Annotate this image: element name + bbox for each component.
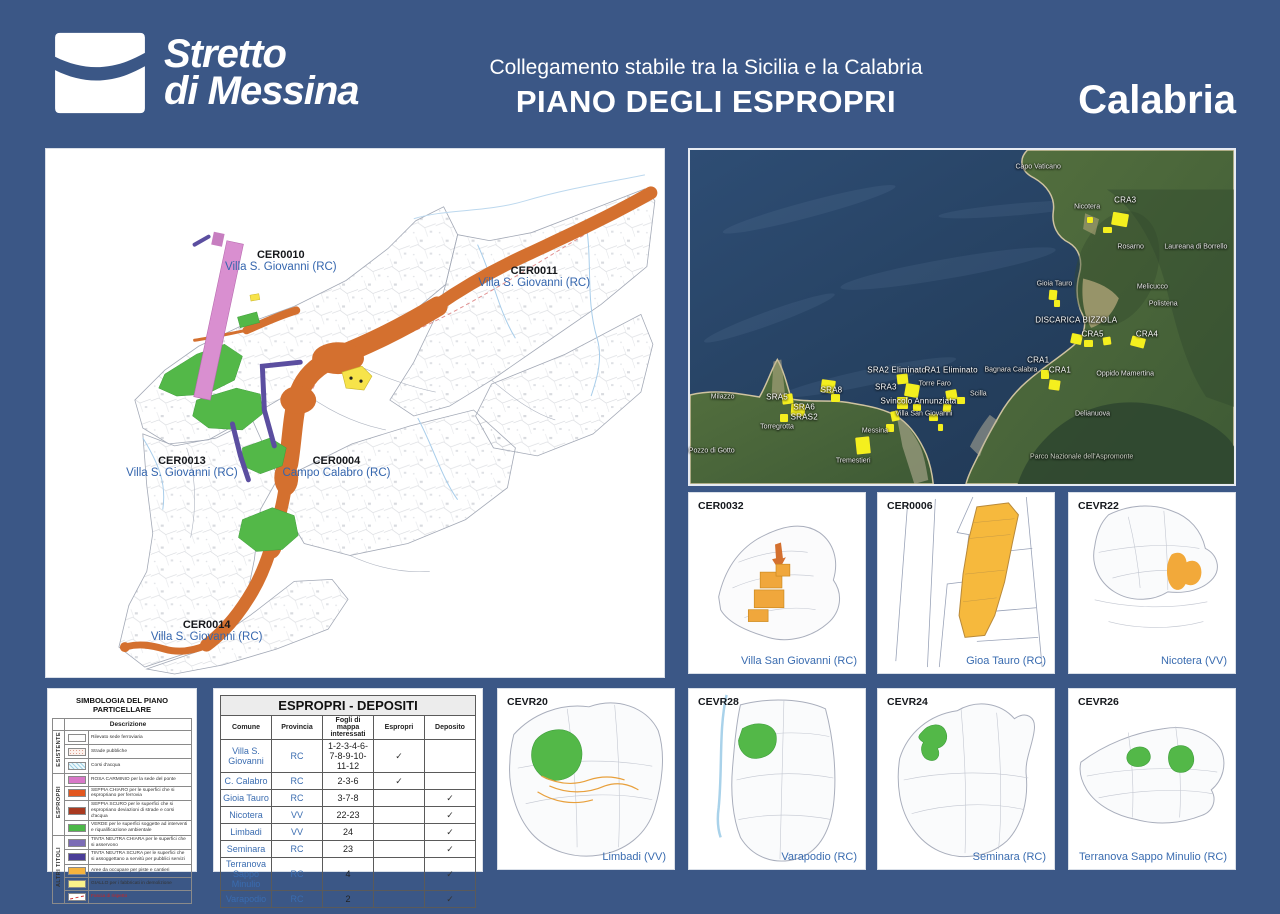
cell-provincia: RC — [272, 858, 323, 891]
legend-row-text: ROSA CARMINIO per la sede del ponte — [89, 773, 192, 786]
area-comune: Campo Calabro (RC) — [282, 467, 391, 480]
panel-code: CEVR22 — [1078, 500, 1119, 512]
cell-fogli: 1-2-3-4-6-7-8-9-10-11-12 — [323, 740, 374, 773]
legend-group-label: ALTRI TITOLI — [53, 835, 65, 903]
logo-line1: Stretto — [164, 32, 286, 76]
legend-swatch-amber — [68, 867, 86, 875]
expropriation-site-patch — [855, 437, 870, 455]
panel-comune: Gioa Tauro (RC) — [966, 655, 1046, 667]
table-header: Fogli di mappa interessati — [323, 716, 374, 740]
area-code: CER0014 — [182, 618, 231, 631]
legend-swatch-respect — [68, 893, 86, 901]
legend-row-text: Rilevato sede ferroviaria — [89, 731, 192, 745]
map-area-label-cer0004 — [282, 455, 390, 479]
satellite-label: SRA3 — [874, 382, 897, 392]
cell-deposito — [425, 740, 476, 773]
legend-row-text: Fascia di rispetto — [89, 890, 192, 903]
satellite-label: SRAS2 — [790, 412, 818, 422]
satellite-label: Bagnara Calabra — [984, 366, 1038, 374]
cell-comune: Varapodio — [221, 891, 272, 908]
panel-comune: Terranova Sappo Minulio (RC) — [1079, 851, 1227, 863]
satellite-label: Scilla — [969, 390, 987, 398]
panel-code: CEVR26 — [1078, 696, 1119, 708]
map-area-label-cer0014 — [151, 619, 263, 643]
panel-comune: Nicotera (VV) — [1160, 655, 1227, 667]
satellite-label: Torregrotta — [760, 423, 794, 431]
cell-deposito: ✓ — [425, 891, 476, 908]
table-header: Provincia — [272, 716, 323, 740]
logo — [52, 30, 359, 116]
legend-row-text: TINTA NEUTRA SCURA per le superfici che si assoggettano a servitù per pubblici servizi — [89, 850, 192, 865]
area-code: CER0004 — [312, 455, 361, 468]
panel-code: CER0006 — [887, 500, 933, 512]
legend-row-text: Aree da occupare per piste e cantieri — [89, 864, 192, 877]
cell-comune: Seminara — [221, 841, 272, 858]
cell-provincia: RC — [272, 891, 323, 908]
expropriation-site-patch — [1048, 380, 1060, 391]
legend-swatch-darkred — [68, 807, 86, 815]
expropriation-site-patch — [1054, 300, 1059, 307]
espropri-depositi-panel — [213, 688, 483, 904]
satellite-label: Capo Vaticano — [1015, 163, 1061, 171]
table-row — [221, 740, 476, 773]
table-header: Comune — [221, 716, 272, 740]
table-row — [221, 858, 476, 891]
satellite-label: SRA2 Eliminato — [867, 365, 927, 375]
panel-cer0032 — [688, 492, 866, 674]
satellite-label: CRA3 — [1114, 195, 1137, 205]
satellite-label: CRA4 — [1135, 329, 1159, 339]
cell-comune: Gioia Tauro — [221, 790, 272, 807]
cell-deposito: ✓ — [425, 824, 476, 841]
satellite-label: Melicucco — [1136, 283, 1168, 291]
cell-espropri — [374, 858, 425, 891]
table-row — [221, 807, 476, 824]
satellite-label: Oppido Mamertina — [1096, 370, 1154, 378]
logo-text — [164, 32, 359, 113]
legend-swatch-darkpurple — [68, 853, 86, 861]
satellite-label: Svincolo Annunziata — [880, 396, 957, 405]
expropriation-site-patch — [1103, 227, 1111, 234]
legend-row-text: GIALLO per i fabbricati in demolizione — [89, 877, 192, 890]
expropriation-site-patch — [831, 394, 839, 402]
cell-comune: Limbadi — [221, 824, 272, 841]
legend-row-text: SEPPIA CHIARO per le superfici che si espropriano per ferrovia — [89, 786, 192, 801]
legend-swatch-pink — [68, 776, 86, 784]
panel-code: CEVR20 — [507, 696, 548, 708]
table-row — [221, 824, 476, 841]
panel-comune: Limbadi (VV) — [602, 851, 666, 863]
satellite-label: Villa San Giovanni — [895, 410, 953, 418]
satellite-label: SRA5 — [766, 392, 788, 402]
expropriation-site-patch — [1103, 337, 1112, 346]
cell-deposito: ✓ — [425, 858, 476, 891]
legend-panel — [47, 688, 197, 900]
cell-espropri — [374, 824, 425, 841]
satellite-label: CRA5 — [1081, 329, 1104, 339]
cell-espropri — [374, 807, 425, 824]
page-title: PIANO DEGLI ESPROPRI — [515, 84, 897, 119]
legend-swatch-rail — [68, 734, 86, 742]
cell-deposito — [425, 773, 476, 790]
satellite-label: Laureana di Borrello — [1164, 243, 1228, 251]
satellite-labels — [690, 150, 1234, 484]
espropri-depositi-table — [220, 695, 476, 908]
legend-swatch-water — [68, 762, 86, 770]
cer0032-map — [689, 493, 865, 673]
table-row — [221, 790, 476, 807]
main-cadastral-map — [45, 148, 665, 678]
satellite-label: SRA6 — [793, 402, 816, 412]
logo-line2: di Messina — [164, 69, 359, 113]
cell-fogli: 22-23 — [323, 807, 374, 824]
cell-provincia: VV — [272, 807, 323, 824]
legend-swatch-orange — [68, 789, 86, 797]
legend-row-text: SEPPIA SCURO per le superfici che si espropriano deviazioni di strade e corsi d'acqua — [89, 801, 192, 821]
map-area-label-cer0011 — [478, 265, 590, 289]
table-header: Espropri — [374, 716, 425, 740]
cell-provincia: RC — [272, 773, 323, 790]
cell-deposito: ✓ — [425, 807, 476, 824]
satellite-overview-map — [688, 148, 1236, 486]
panel-comune: Villa San Giovanni (RC) — [741, 655, 857, 667]
expropriation-site-patch — [780, 414, 788, 422]
satellite-label: SRA8 — [820, 385, 843, 395]
header-subtitle: Collegamento stabile tra la Sicilia e la Calabria — [489, 56, 923, 79]
cell-espropri — [374, 891, 425, 908]
area-comune: Villa S. Giovanni (RC) — [225, 261, 337, 274]
legend-row-text: TINTA NEUTRA CHIARA per le superfici che si asservono — [89, 835, 192, 850]
satellite-label: Delianuova — [1075, 410, 1111, 418]
legend-swatch-yellow — [68, 880, 86, 888]
expropriation-site-patch — [938, 424, 943, 431]
cell-espropri — [374, 841, 425, 858]
area-comune: Villa S. Giovanni (RC) — [150, 630, 263, 643]
cell-fogli: 23 — [323, 841, 374, 858]
main-map-labels — [46, 149, 664, 677]
legend-row-text: VERDE per le superfici soggette ad interventi e riqualificazione ambientale — [89, 821, 192, 836]
satellite-label: Tremestieri — [835, 457, 871, 465]
cell-provincia: RC — [272, 740, 323, 773]
map-area-label-cer0013 — [126, 455, 238, 479]
cell-provincia: RC — [272, 841, 323, 858]
satellite-label: Milazzo — [710, 393, 735, 401]
legend-swatch-lightpurple — [68, 839, 86, 847]
cevr22-map — [1069, 493, 1235, 673]
area-code: CER0013 — [158, 455, 206, 468]
cell-fogli: 3-7-8 — [323, 790, 374, 807]
satellite-label: Rosarno — [1117, 243, 1144, 251]
cer0006-map — [878, 493, 1054, 673]
satellite-label: Parco Nazionale dell'Aspromonte — [1030, 453, 1134, 461]
cell-provincia: RC — [272, 790, 323, 807]
area-comune: Villa S. Giovanni (RC) — [478, 277, 591, 290]
map-area-label-cer0010 — [225, 249, 337, 273]
panel-cevr20 — [497, 688, 675, 870]
satellite-label: Nicotera — [1074, 203, 1101, 211]
legend-swatch-road — [68, 748, 86, 756]
satellite-label: Torre Faro — [918, 380, 951, 388]
panel-code: CEVR24 — [887, 696, 928, 708]
cell-fogli: 2 — [323, 891, 374, 908]
cell-comune: Nicotera — [221, 807, 272, 824]
satellite-label: CRA1 — [1048, 365, 1071, 375]
area-code: CER0011 — [510, 265, 558, 278]
panel-cevr24 — [877, 688, 1055, 870]
table-row — [221, 773, 476, 790]
cell-comune: Terranova Sappo Minulio — [221, 858, 272, 891]
area-comune: Villa S. Giovanni (RC) — [126, 467, 238, 480]
cell-comune: C. Calabro — [221, 773, 272, 790]
satellite-label: Gioia Tauro — [1036, 280, 1073, 288]
table-row — [221, 841, 476, 858]
cevr26-map — [1069, 689, 1235, 869]
satellite-label: Pozzo di Gotto — [688, 447, 735, 455]
satellite-label: DISCARICA BIZZOLA — [1035, 315, 1118, 325]
satellite-label: CRA1 — [1027, 355, 1050, 365]
panel-cevr28 — [688, 688, 866, 870]
legend-group-label: ESPROPRI — [53, 773, 65, 835]
legend-group-label: ESISTENTE — [53, 731, 65, 774]
cell-espropri: ✓ — [374, 740, 425, 773]
legend-col-header: Descrizione — [65, 719, 192, 731]
cell-espropri — [374, 790, 425, 807]
bridge-logo-icon — [52, 30, 148, 116]
expropriation-site-patch — [957, 397, 965, 404]
legend-row-text: Strade pubbliche — [89, 745, 192, 759]
region-title: Calabria — [1078, 78, 1236, 122]
panel-comune: Varapodio (RC) — [781, 851, 857, 863]
table-title: ESPROPRI - DEPOSITI — [221, 696, 476, 716]
cell-deposito: ✓ — [425, 790, 476, 807]
expropriation-site-patch — [1084, 340, 1092, 347]
cevr28-map — [689, 689, 865, 869]
legend-table — [52, 718, 192, 904]
panel-comune: Seminara (RC) — [972, 851, 1046, 863]
panel-cevr22 — [1068, 492, 1236, 674]
cell-fogli: 2-3-6 — [323, 773, 374, 790]
cell-deposito: ✓ — [425, 841, 476, 858]
cell-comune: Villa S. Giovanni — [221, 740, 272, 773]
cevr24-map — [878, 689, 1054, 869]
expropriation-site-patch — [1041, 370, 1049, 378]
satellite-label: Polistena — [1148, 300, 1178, 308]
satellite-label: Messina — [861, 427, 888, 435]
panel-code: CER0032 — [698, 500, 744, 512]
cevr20-map — [498, 689, 674, 869]
table-row — [221, 891, 476, 908]
table-header: Deposito — [425, 716, 476, 740]
cell-fogli: 24 — [323, 824, 374, 841]
expropriation-site-patch — [1049, 290, 1058, 301]
cell-provincia: VV — [272, 824, 323, 841]
area-code: CER0010 — [256, 249, 305, 262]
panel-cer0006 — [877, 492, 1055, 674]
panel-code: CEVR28 — [698, 696, 739, 708]
expropriation-site-patch — [1087, 217, 1092, 224]
legend-swatch-green — [68, 824, 86, 832]
satellite-label: RA1 Eliminato — [924, 365, 978, 375]
panel-cevr26 — [1068, 688, 1236, 870]
legend-title: SIMBOLOGIA DEL PIANO PARTICELLARE — [76, 696, 168, 714]
cell-fogli: 4 — [323, 858, 374, 891]
legend-row-text: Corsi d'acqua — [89, 759, 192, 773]
cell-espropri: ✓ — [374, 773, 425, 790]
